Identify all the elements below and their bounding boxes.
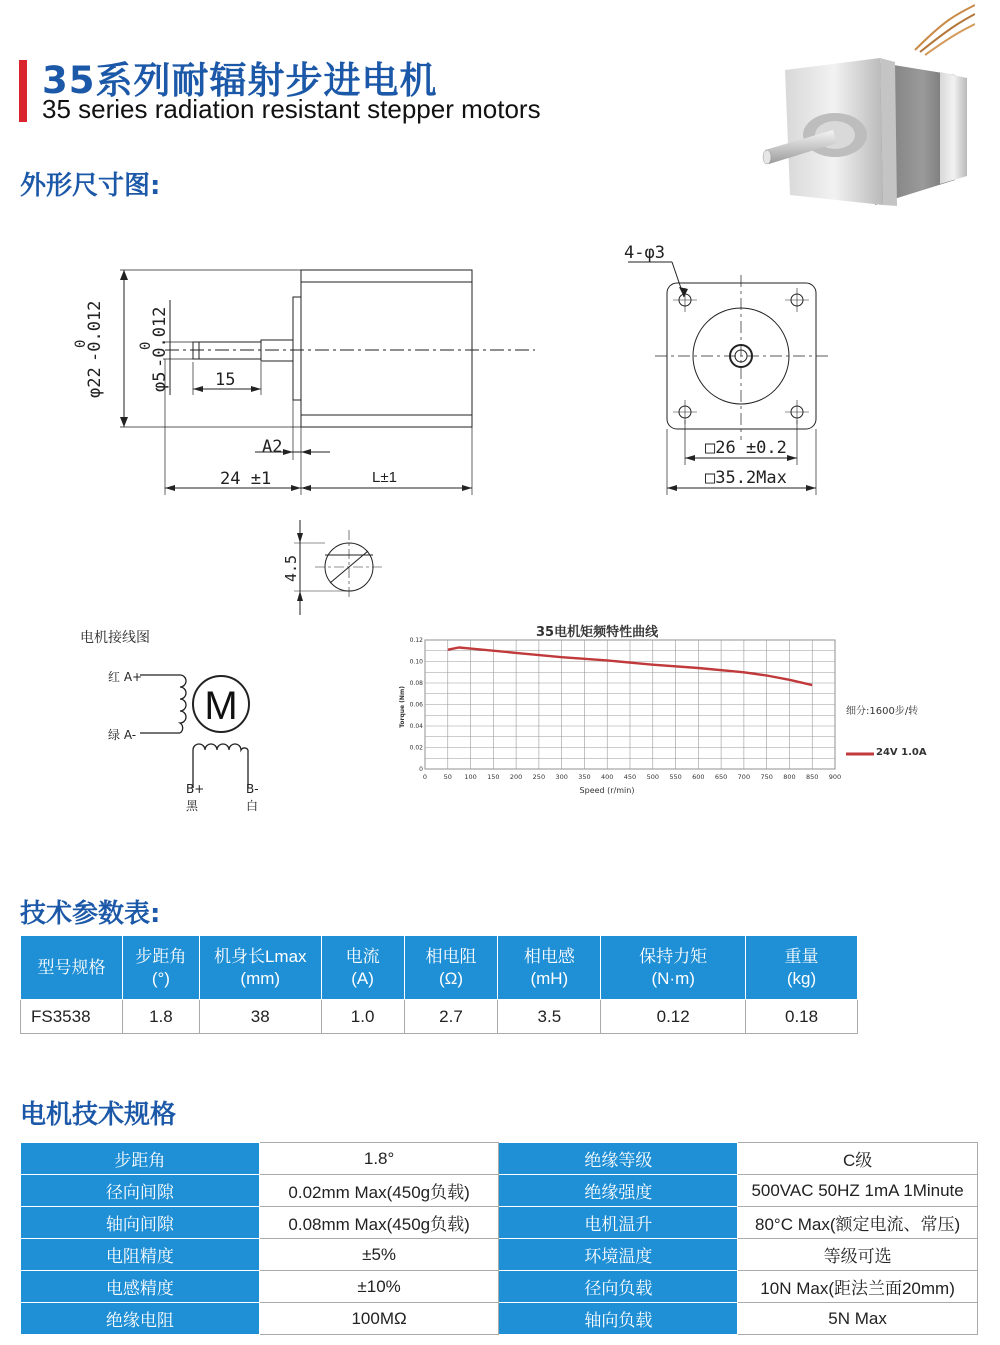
chart-xtick-label: 400: [601, 773, 614, 781]
params-header-length: 机身长Lmax (mm): [199, 936, 321, 1000]
params-cell-resistance: 2.7: [404, 1000, 498, 1034]
spec-key: 步距角: [21, 1143, 260, 1175]
page-title-en: 35 series radiation resistant stepper motors: [42, 94, 541, 124]
spec-key: 径向负载: [499, 1271, 738, 1303]
spec-value: 1.8°: [259, 1143, 499, 1175]
dim-352: □35.2Max: [705, 468, 787, 488]
params-header-inductance: 相电感 (mH): [498, 936, 601, 1000]
chart-xtick-label: 550: [669, 773, 682, 781]
wire-b-plus: B+: [186, 782, 205, 796]
chart-xtick-label: 200: [509, 773, 523, 781]
table-row: [21, 1000, 858, 1034]
spec-key: 电机温升: [499, 1207, 738, 1239]
dim-24: 24 ±1: [220, 469, 272, 489]
torque-speed-chart: [395, 632, 845, 802]
params-header-resistance: 相电阻 (Ω): [404, 936, 498, 1000]
section-specs-heading: 电机技术规格: [20, 1100, 177, 1130]
params-header-step-angle: 步距角 (°): [122, 936, 199, 1000]
chart-xtick-label: 450: [623, 773, 637, 781]
params-header-row: [21, 936, 858, 1000]
wire-b-minus: B-: [246, 782, 259, 796]
chart-ylabel: Torque (Nm): [399, 686, 406, 728]
spec-key: 径向间隙: [21, 1175, 260, 1207]
chart-xtick-label: 650: [714, 773, 728, 781]
chart-ytick-label: 0: [419, 766, 423, 773]
chart-ytick-label: 0.02: [409, 744, 423, 752]
page-title-cn: 35系列耐辐射步进电机: [42, 59, 438, 102]
params-table: [20, 935, 858, 1034]
params-header-weight: 重量 (kg): [746, 936, 858, 1000]
dim-shaft-tol-bottom: -0.012: [150, 306, 170, 368]
params-header-torque: 保持力矩 (N·m): [601, 936, 746, 1000]
wire-b-minus-color: 白: [246, 799, 259, 813]
spec-key: 绝缘等级: [499, 1143, 738, 1175]
spec-value: 0.02mm Max(450g负载): [259, 1175, 499, 1207]
dimension-drawing: [0, 0, 1000, 620]
spec-value: ±5%: [259, 1239, 499, 1271]
spec-value: 10N Max(距法兰面20mm): [738, 1271, 978, 1303]
wiring-title: 电机接线图: [80, 630, 150, 646]
dim-shaft-tol-top: 0: [138, 341, 154, 350]
wire-b-plus-color: 黑: [186, 799, 199, 813]
spec-key: 绝缘强度: [499, 1175, 738, 1207]
params-cell-torque: 0.12: [601, 1000, 746, 1034]
params-cell-weight: 0.18: [746, 1000, 858, 1034]
table-row: [21, 1271, 978, 1303]
legend-swatch: [846, 749, 874, 759]
chart-xtick-label: 350: [578, 773, 591, 781]
wire-a-plus: 红 A+: [108, 670, 143, 684]
spec-value: 500VAC 50HZ 1mA 1Minute: [738, 1175, 978, 1207]
spec-value: ±10%: [259, 1271, 499, 1303]
params-cell-step-angle: 1.8: [122, 1000, 199, 1034]
params-cell-model: FS3538: [21, 1000, 123, 1034]
chart-xtick-label: 150: [487, 773, 500, 781]
spec-value: 80°C Max(额定电流、常压): [738, 1207, 978, 1239]
specs-table: [20, 1142, 978, 1335]
table-row: [21, 1143, 978, 1175]
table-row: [21, 1207, 978, 1239]
chart-title: 35电机矩频特性曲线: [536, 625, 659, 640]
dim-45: 4.5: [282, 554, 300, 582]
chart-ytick-label: 0.08: [409, 680, 423, 687]
params-cell-length: 38: [199, 1000, 321, 1034]
spec-key: 环境温度: [499, 1239, 738, 1271]
spec-key: 电阻精度: [21, 1239, 260, 1271]
spec-key: 电感精度: [21, 1271, 260, 1303]
dim-26: □26 ±0.2: [705, 438, 787, 458]
spec-value: C级: [738, 1143, 978, 1175]
chart-xtick-label: 850: [806, 773, 819, 781]
chart-xtick-label: 100: [464, 773, 477, 781]
chart-xtick-label: 900: [828, 773, 842, 781]
spec-value: 等级可选: [738, 1239, 978, 1271]
dim-15: 15: [215, 370, 236, 390]
chart-ytick-label: 0.04: [409, 723, 423, 730]
chart-xtick-label: 250: [532, 773, 546, 781]
section-params-heading: 技术参数表:: [20, 899, 161, 929]
chart-xtick-label: 50: [443, 773, 452, 781]
spec-key: 轴向负载: [499, 1303, 738, 1335]
params-header-model: 型号规格: [21, 936, 123, 1000]
chart-ytick-label: 0.06: [409, 701, 423, 709]
dim-l: L±1: [372, 469, 397, 486]
spec-key: 绝缘电阻: [21, 1303, 260, 1335]
chart-xtick-label: 0: [422, 773, 428, 781]
table-row: [21, 1239, 978, 1271]
chart-ytick-label: 0.12: [409, 637, 423, 644]
dim-body-tol-top: 0: [73, 339, 89, 348]
spec-value: 0.08mm Max(450g负载): [259, 1207, 499, 1239]
chart-xtick-label: 300: [555, 773, 568, 781]
dim-body-dia: φ22: [85, 367, 105, 398]
chart-xtick-label: 800: [783, 773, 796, 781]
spec-key: 轴向间隙: [21, 1207, 260, 1239]
spec-value: 100MΩ: [259, 1303, 499, 1335]
wire-a-minus: 绿 A-: [108, 728, 137, 742]
params-header-current: 电流 (A): [321, 936, 404, 1000]
section-outline-heading: 外形尺寸图:: [20, 171, 161, 201]
params-cell-inductance: 3.5: [498, 1000, 601, 1034]
chart-xlabel: Speed (r/min): [579, 786, 635, 795]
dim-holes: 4-φ3: [624, 243, 665, 263]
chart-note: 细分:1600步/转: [846, 706, 919, 717]
spec-value: 5N Max: [738, 1303, 978, 1335]
table-row: [21, 1175, 978, 1207]
chart-xtick-label: 500: [646, 773, 659, 781]
chart-ytick-label: 0.10: [409, 658, 423, 666]
dim-a2: A2: [262, 437, 283, 457]
chart-xtick-label: 600: [692, 773, 705, 781]
chart-xtick-label: 750: [760, 773, 773, 781]
legend-series-label: 24V 1.0A: [876, 747, 927, 758]
dim-shaft-dia: φ5: [150, 371, 170, 392]
chart-xtick-label: 700: [737, 773, 751, 781]
table-row: [21, 1303, 978, 1335]
motor-symbol-letter: M: [204, 684, 238, 728]
dim-body-tol-bottom: -0.012: [85, 300, 105, 362]
params-cell-current: 1.0: [321, 1000, 404, 1034]
